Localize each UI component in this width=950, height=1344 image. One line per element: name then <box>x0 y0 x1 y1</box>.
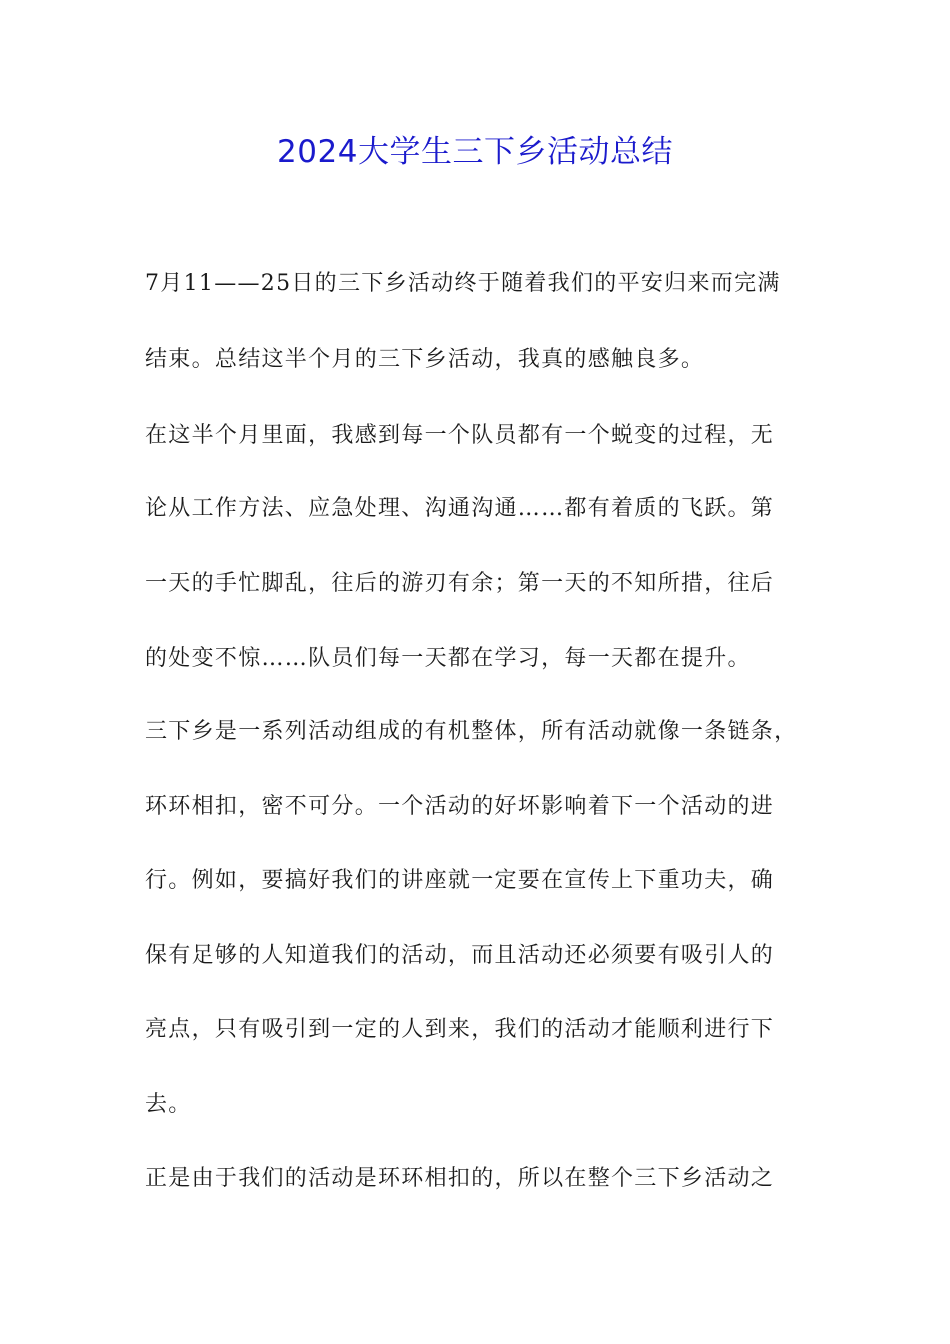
body-line: 的处变不惊……队员们每一天都在学习，每一天都在提升。 <box>145 646 751 671</box>
body-line: 在这半个月里面，我感到每一个队员都有一个蜕变的过程，无 <box>145 423 775 448</box>
body-line: 7月11——25日的三下乡活动终于随着我们的平安归来而完满 <box>145 271 781 296</box>
body-line: 结束。总结这半个月的三下乡活动，我真的感触良多。 <box>145 347 705 372</box>
document-title: 2024大学生三下乡活动总结 <box>277 134 673 170</box>
body-line: 正是由于我们的活动是环环相扣的，所以在整个三下乡活动之 <box>145 1166 775 1191</box>
body-line: 环环相扣，密不可分。一个活动的好坏影响着下一个活动的进 <box>145 794 775 819</box>
body-line: 论从工作方法、应急处理、沟通沟通……都有着质的飞跃。第 <box>145 496 775 521</box>
body-line: 行。例如，要搞好我们的讲座就一定要在宣传上下重功夫，确 <box>145 868 775 893</box>
body-line: 一天的手忙脚乱，往后的游刃有余；第一天的不知所措，往后 <box>145 571 775 596</box>
body-line: 亮点，只有吸引到一定的人到来，我们的活动才能顺利进行下 <box>145 1017 775 1042</box>
body-line: 保有足够的人知道我们的活动，而且活动还必须要有吸引人的 <box>145 943 775 968</box>
body-line: 三下乡是一系列活动组成的有机整体，所有活动就像一条链条， <box>145 719 798 744</box>
body-line: 去。 <box>145 1092 192 1117</box>
